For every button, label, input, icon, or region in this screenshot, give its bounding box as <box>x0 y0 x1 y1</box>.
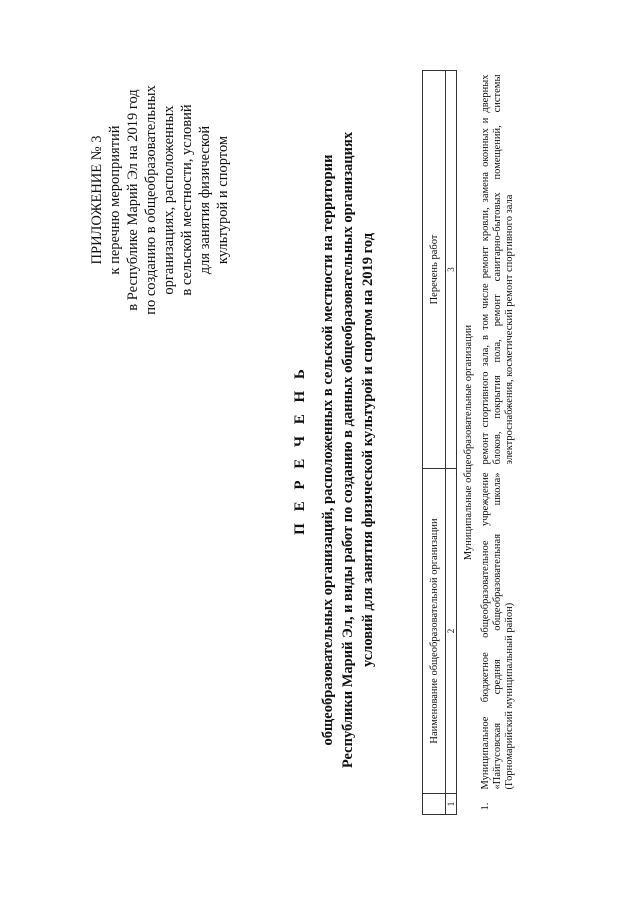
header-cell-works: Перечень работ <box>423 71 446 469</box>
subtitle-line: общеобразовательных организаций, расположенных в сельской местности на территории <box>320 154 336 746</box>
works-table <box>422 70 518 815</box>
subtitle-line: Республики Марий Эл, и виды работ по созданию в данных общеобразовательных организациях <box>340 131 356 769</box>
column-number: 3 <box>446 71 457 469</box>
document-title: П Е Р Е Ч Е Н Ь <box>292 365 308 535</box>
column-number: 2 <box>446 469 457 794</box>
column-number: 1 <box>446 794 457 815</box>
section-row <box>457 71 479 815</box>
table-header-row <box>423 71 446 815</box>
appendix-line: ПРИЛОЖЕНИЕ № 3 <box>89 135 105 265</box>
subtitle-line: условий для занятия физической культурой и спортом на 2019 год <box>360 232 376 668</box>
header-cell-index <box>423 794 446 815</box>
appendix-line: для занятия физической <box>197 125 213 275</box>
appendix-line: к перечню мероприятий <box>107 125 123 275</box>
column-number-row <box>446 71 457 815</box>
row-index: 1. <box>480 802 491 811</box>
appendix-line: по созданию в общеобразовательных <box>143 85 159 315</box>
appendix-line: в Республике Марий Эл на 2019 год <box>125 89 141 311</box>
appendix-line: в сельской местности, условий <box>179 104 195 296</box>
appendix-line: культурой и спортом <box>215 135 231 265</box>
table-row <box>478 71 518 815</box>
row-works-list: ремонт спортивного зала, в том числе ремонт кровли, замена оконных и дверных блоков, покрытия пола, ремонт санитарно-бытовых помещений, системы электроснабжения, косметический ремонт спортивного зала <box>480 74 515 465</box>
header-cell-name: Наименование общеобразовательной организации <box>423 469 446 794</box>
appendix-line: организациях, расположенных <box>161 105 177 295</box>
appendix-header <box>88 55 232 345</box>
document-subtitle <box>318 80 378 820</box>
section-title: Муниципальные общеобразовательные организации <box>463 324 474 561</box>
row-organization-name: Муниципальное бюджетное общеобразовательное учреждение «Пайгусовская средняя общеобразовательная школа» (Горномарийский муниципальный район) <box>480 472 515 790</box>
